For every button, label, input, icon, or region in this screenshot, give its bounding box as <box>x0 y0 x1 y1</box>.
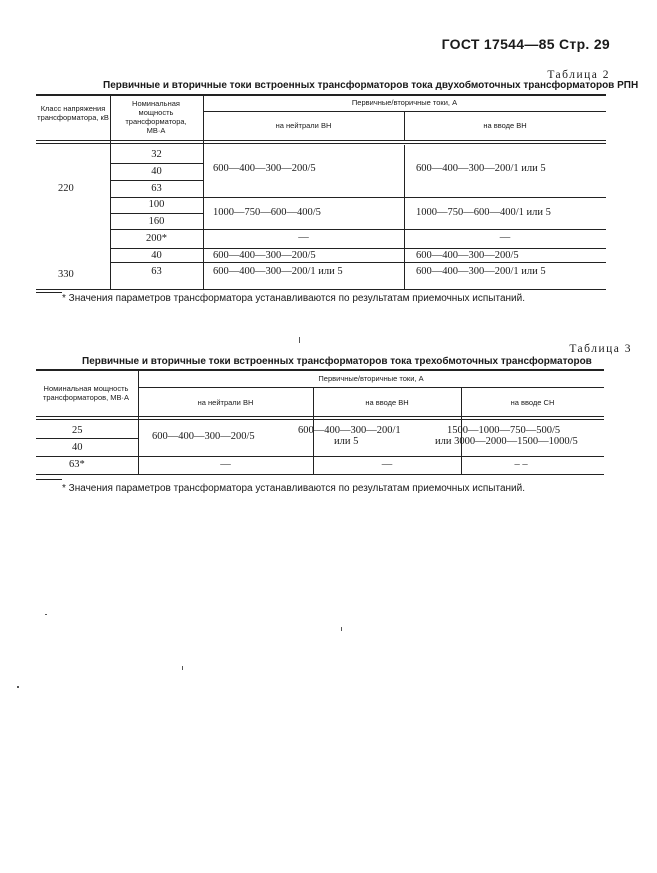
table2-title: Первичные и вторичные токи встроенных трансформаторов тока двухобмоточных трансформаторов РПН <box>103 80 639 91</box>
t2-neutral-value: 600—400—300—200/5 <box>213 250 316 261</box>
t2-header-input: на вводе ВН <box>483 121 527 130</box>
t2-power: 160 <box>148 216 165 227</box>
t3-input-mv-value: или 3000—2000—1500—1000/5 <box>435 436 578 447</box>
t3-input-hv-value: — <box>381 459 393 470</box>
t3-input-hv-value: или 5 <box>334 436 359 447</box>
t3-power: 40 <box>72 442 83 453</box>
t3-header-input-mv: на вводе СН <box>510 398 555 407</box>
t2-neutral-value: 1000—750—600—400/5 <box>213 207 321 218</box>
t3-header-power: Номинальная мощность трансформаторов, МВ·А <box>42 384 130 402</box>
table3-label: Таблица 3 <box>569 343 632 355</box>
t3-input-hv-value: 600—400—300—200/1 <box>298 425 401 436</box>
table2-footnote: * Значения параметров трансформатора устанавливаются по результатам приемочных испытаний. <box>62 293 525 304</box>
table2-label: Таблица 2 <box>547 69 610 81</box>
t3-header-input-hv: на вводе ВН <box>365 398 409 407</box>
t2-voltage-330: 330 <box>58 269 74 280</box>
page-header: ГОСТ 17544—85 Стр. 29 <box>441 36 610 52</box>
t2-power: 40 <box>151 250 162 261</box>
t2-neutral-value: — <box>298 232 309 243</box>
t2-header-power: Номинальная мощность трансформатора, МВ·А <box>125 99 187 135</box>
t2-power: 200* <box>146 233 167 244</box>
t2-input-value: 1000—750—600—400/1 или 5 <box>416 207 551 218</box>
t3-header-neutral: на нейтрали ВН <box>197 398 254 407</box>
t2-header-neutral: на нейтрали ВН <box>275 121 332 130</box>
t3-input-mv-value: – – <box>514 459 528 470</box>
t2-input-value: 600—400—300—200/1 или 5 <box>416 266 546 277</box>
t3-input-mv-value: 1500—1000—750—500/5 <box>447 425 561 436</box>
scan-speck <box>45 614 47 615</box>
t2-header-currents: Первичные/вторичные токи, А <box>351 98 458 107</box>
scan-speck <box>182 666 183 670</box>
t2-header-voltage: Класс напряжения трансформатора, кВ <box>37 104 109 122</box>
t2-neutral-value: 600—400—300—200/1 или 5 <box>213 266 343 277</box>
t2-power: 40 <box>151 166 162 177</box>
t2-power: 63 <box>151 183 162 194</box>
t3-header-currents: Первичные/вторичные токи, А <box>318 374 424 383</box>
t3-power: 63* <box>69 459 85 470</box>
scan-speck <box>299 337 300 343</box>
t2-power: 63 <box>151 266 162 277</box>
t3-power: 25 <box>72 425 83 436</box>
scan-speck <box>17 686 19 688</box>
t2-voltage-220: 220 <box>58 183 74 194</box>
t2-input-value: — <box>499 232 511 243</box>
t2-neutral-value: 600—400—300—200/5 <box>213 163 316 174</box>
t2-input-value: 600—400—300—200/5 <box>416 250 519 261</box>
t2-input-value: 600—400—300—200/1 или 5 <box>416 163 546 174</box>
t2-power: 100 <box>148 199 165 210</box>
t3-neutral-value: — <box>220 459 231 470</box>
table3-footnote: * Значения параметров трансформатора устанавливаются по результатам приемочных испытаний. <box>62 483 525 494</box>
table3-title: Первичные и вторичные токи встроенных трансформаторов тока трехобмоточных трансформаторов <box>82 356 592 367</box>
scan-speck <box>341 627 342 631</box>
t3-neutral-value: 600—400—300—200/5 <box>152 431 255 442</box>
t2-power: 32 <box>151 149 162 160</box>
